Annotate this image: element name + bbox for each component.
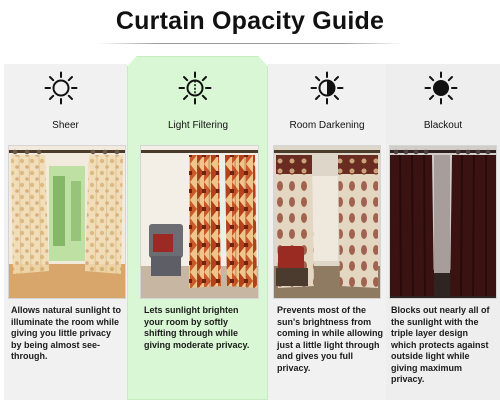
sheer-label: Sheer bbox=[52, 120, 79, 131]
sun-half-outline-icon bbox=[178, 71, 212, 105]
sun-half-filled-icon bbox=[310, 71, 344, 105]
blackout-curtain-photo bbox=[389, 145, 497, 299]
title-divider bbox=[98, 43, 403, 44]
sun-filled-icon bbox=[424, 71, 458, 105]
light-filtering-label: Light Filtering bbox=[167, 120, 229, 131]
page-title: Curtain Opacity Guide bbox=[115, 7, 385, 35]
sheer-curtain-photo bbox=[8, 145, 126, 299]
sun-outline-icon bbox=[44, 71, 78, 105]
sheer-description: Allows natural sunlight to illuminate the room while giving you little privacy by being almost see-through. bbox=[11, 305, 121, 361]
room-darkening-curtain-photo bbox=[273, 145, 381, 299]
blackout-label: Blackout bbox=[423, 120, 463, 131]
light-filtering-description: Lets sunlight brighten your room by softly shifting through while giving moderate privacy. bbox=[144, 305, 250, 350]
room-darkening-description: Prevents most of the sun's brightness from coming in while allowing just a little light through and gives you full privacy. bbox=[277, 305, 384, 373]
room-darkening-label: Room Darkening bbox=[289, 120, 365, 131]
blackout-description: Blocks out nearly all of the sunlight with the triple layer design which protects against outside light while giving maximum privacy. bbox=[391, 305, 490, 384]
light-filtering-curtain-photo bbox=[140, 145, 259, 299]
